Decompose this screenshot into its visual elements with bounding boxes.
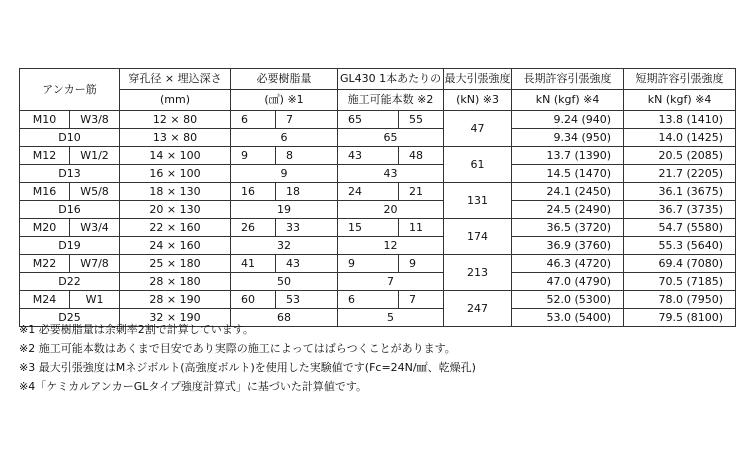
resin-volume: 68 — [231, 309, 338, 327]
short-term-strength: 78.0 (7950) — [624, 291, 736, 309]
rebar-size: D22 — [20, 273, 120, 291]
install-count: 11 — [399, 219, 444, 237]
long-term-strength: 13.7 (1390) — [512, 147, 624, 165]
rebar-size: D25 — [20, 309, 120, 327]
table-row — [20, 219, 736, 237]
long-term-strength: 53.0 (5400) — [512, 309, 624, 327]
resin-volume: 7 — [276, 111, 320, 129]
long-term-strength: 36.9 (3760) — [512, 237, 624, 255]
header-count: GL430 1本あたりの — [338, 69, 444, 90]
long-term-strength: 46.3 (4720) — [512, 255, 624, 273]
install-count: 9 — [338, 255, 399, 273]
resin-volume: 19 — [231, 201, 338, 219]
long-term-strength: 24.5 (2490) — [512, 201, 624, 219]
footnote: ※4「ケミカルアンカーGLタイプ強度計算式」に基づいた計算値です。 — [19, 380, 367, 393]
header-max-tensile-unit: (kN) ※3 — [444, 90, 512, 111]
short-term-strength: 13.8 (1410) — [624, 111, 736, 129]
resin-volume: 43 — [276, 255, 320, 273]
short-term-strength: 69.4 (7080) — [624, 255, 736, 273]
header-count-note: 施工可能本数 ※2 — [338, 90, 444, 111]
long-term-strength: 9.24 (940) — [512, 111, 624, 129]
install-count: 21 — [399, 183, 444, 201]
drill-size: 32 × 190 — [120, 309, 231, 327]
drill-size: 20 × 130 — [120, 201, 231, 219]
short-term-strength: 54.7 (5580) — [624, 219, 736, 237]
footnote: ※3 最大引張強度はMネジボルト(高強度ボルト)を使用した実験値です(Fc=24N/㎟、乾燥孔) — [19, 361, 476, 374]
footnote: ※2 施工可能本数はあくまで目安であり実際の施工によってはばらつくことがあります。 — [19, 342, 456, 355]
install-count: 5 — [338, 309, 444, 327]
resin-volume: 33 — [276, 219, 320, 237]
short-term-strength: 70.5 (7185) — [624, 273, 736, 291]
install-count: 65 — [338, 129, 444, 147]
resin-volume: 41 — [231, 255, 276, 273]
footnote: ※1 必要樹脂量は余剰率2割で計算しています。 — [19, 323, 254, 336]
resin-volume: 16 — [231, 183, 276, 201]
short-term-strength: 21.7 (2205) — [624, 165, 736, 183]
install-count: 12 — [338, 237, 444, 255]
whit-size: W1 — [70, 291, 120, 309]
table-row — [20, 111, 736, 129]
resin-volume: 32 — [231, 237, 338, 255]
rebar-size: D13 — [20, 165, 120, 183]
header-resin-unit: (㎤) ※1 — [231, 90, 338, 111]
short-term-strength: 79.5 (8100) — [624, 309, 736, 327]
table-row — [20, 291, 736, 309]
whit-size: W1/2 — [70, 147, 120, 165]
install-count: 15 — [338, 219, 399, 237]
whit-size: W5/8 — [70, 183, 120, 201]
drill-size: 28 × 180 — [120, 273, 231, 291]
drill-size: 16 × 100 — [120, 165, 231, 183]
drill-size: 12 × 80 — [120, 111, 231, 129]
drill-size: 24 × 160 — [120, 237, 231, 255]
short-term-strength: 14.0 (1425) — [624, 129, 736, 147]
header-drill-size: 穿孔径 × 埋込深さ — [120, 69, 231, 90]
resin-volume: 53 — [276, 291, 320, 309]
header-long-term-unit: kN (kgf) ※4 — [512, 90, 624, 111]
long-term-strength: 36.5 (3720) — [512, 219, 624, 237]
table-row — [20, 237, 736, 255]
install-count: 7 — [399, 291, 444, 309]
resin-volume: 8 — [276, 147, 320, 165]
long-term-strength: 52.0 (5300) — [512, 291, 624, 309]
table-row — [20, 165, 736, 183]
install-count: 24 — [338, 183, 399, 201]
table-row — [20, 129, 736, 147]
drill-size: 25 × 180 — [120, 255, 231, 273]
max-tensile: 247 — [444, 291, 512, 327]
install-count: 55 — [399, 111, 444, 129]
rebar-size: D19 — [20, 237, 120, 255]
bolt-size: M10 — [20, 111, 70, 129]
long-term-strength: 47.0 (4790) — [512, 273, 624, 291]
resin-volume: 6 — [231, 111, 276, 129]
drill-size: 22 × 160 — [120, 219, 231, 237]
header-anchor: アンカー筋 — [20, 69, 120, 111]
install-count: 6 — [338, 291, 399, 309]
bolt-size: M22 — [20, 255, 70, 273]
header-resin: 必要樹脂量 — [231, 69, 338, 90]
max-tensile: 213 — [444, 255, 512, 291]
anchor-spec-table — [19, 68, 736, 327]
install-count: 20 — [338, 201, 444, 219]
max-tensile: 131 — [444, 183, 512, 219]
install-count: 43 — [338, 165, 444, 183]
drill-size: 18 × 130 — [120, 183, 231, 201]
table-row — [20, 273, 736, 291]
resin-volume: 9 — [231, 165, 338, 183]
table-row — [20, 255, 736, 273]
install-count: 43 — [338, 147, 399, 165]
header-short-term: 短期許容引張強度 — [624, 69, 736, 90]
bolt-size: M24 — [20, 291, 70, 309]
whit-size: W3/4 — [70, 219, 120, 237]
drill-size: 14 × 100 — [120, 147, 231, 165]
resin-volume: 18 — [276, 183, 320, 201]
table-row — [20, 183, 736, 201]
max-tensile: 47 — [444, 111, 512, 147]
header-short-term-unit: kN (kgf) ※4 — [624, 90, 736, 111]
long-term-strength: 14.5 (1470) — [512, 165, 624, 183]
bolt-size: M16 — [20, 183, 70, 201]
header-max-tensile: 最大引張強度 — [444, 69, 512, 90]
short-term-strength: 36.1 (3675) — [624, 183, 736, 201]
short-term-strength: 36.7 (3735) — [624, 201, 736, 219]
rebar-size: D10 — [20, 129, 120, 147]
footnotes — [19, 320, 476, 396]
header-drill-unit: (mm) — [120, 90, 231, 111]
drill-size: 28 × 190 — [120, 291, 231, 309]
install-count: 9 — [399, 255, 444, 273]
short-term-strength: 55.3 (5640) — [624, 237, 736, 255]
header-long-term: 長期許容引張強度 — [512, 69, 624, 90]
long-term-strength: 9.34 (950) — [512, 129, 624, 147]
bolt-size: M20 — [20, 219, 70, 237]
max-tensile: 174 — [444, 219, 512, 255]
whit-size: W7/8 — [70, 255, 120, 273]
long-term-strength: 24.1 (2450) — [512, 183, 624, 201]
drill-size: 13 × 80 — [120, 129, 231, 147]
rebar-size: D16 — [20, 201, 120, 219]
resin-volume: 9 — [231, 147, 276, 165]
resin-volume: 60 — [231, 291, 276, 309]
install-count: 65 — [338, 111, 399, 129]
resin-volume: 6 — [231, 129, 338, 147]
table-row — [20, 201, 736, 219]
bolt-size: M12 — [20, 147, 70, 165]
max-tensile: 61 — [444, 147, 512, 183]
install-count: 7 — [338, 273, 444, 291]
short-term-strength: 20.5 (2085) — [624, 147, 736, 165]
table-row — [20, 147, 736, 165]
resin-volume: 26 — [231, 219, 276, 237]
resin-volume: 50 — [231, 273, 338, 291]
whit-size: W3/8 — [70, 111, 120, 129]
install-count: 48 — [399, 147, 444, 165]
